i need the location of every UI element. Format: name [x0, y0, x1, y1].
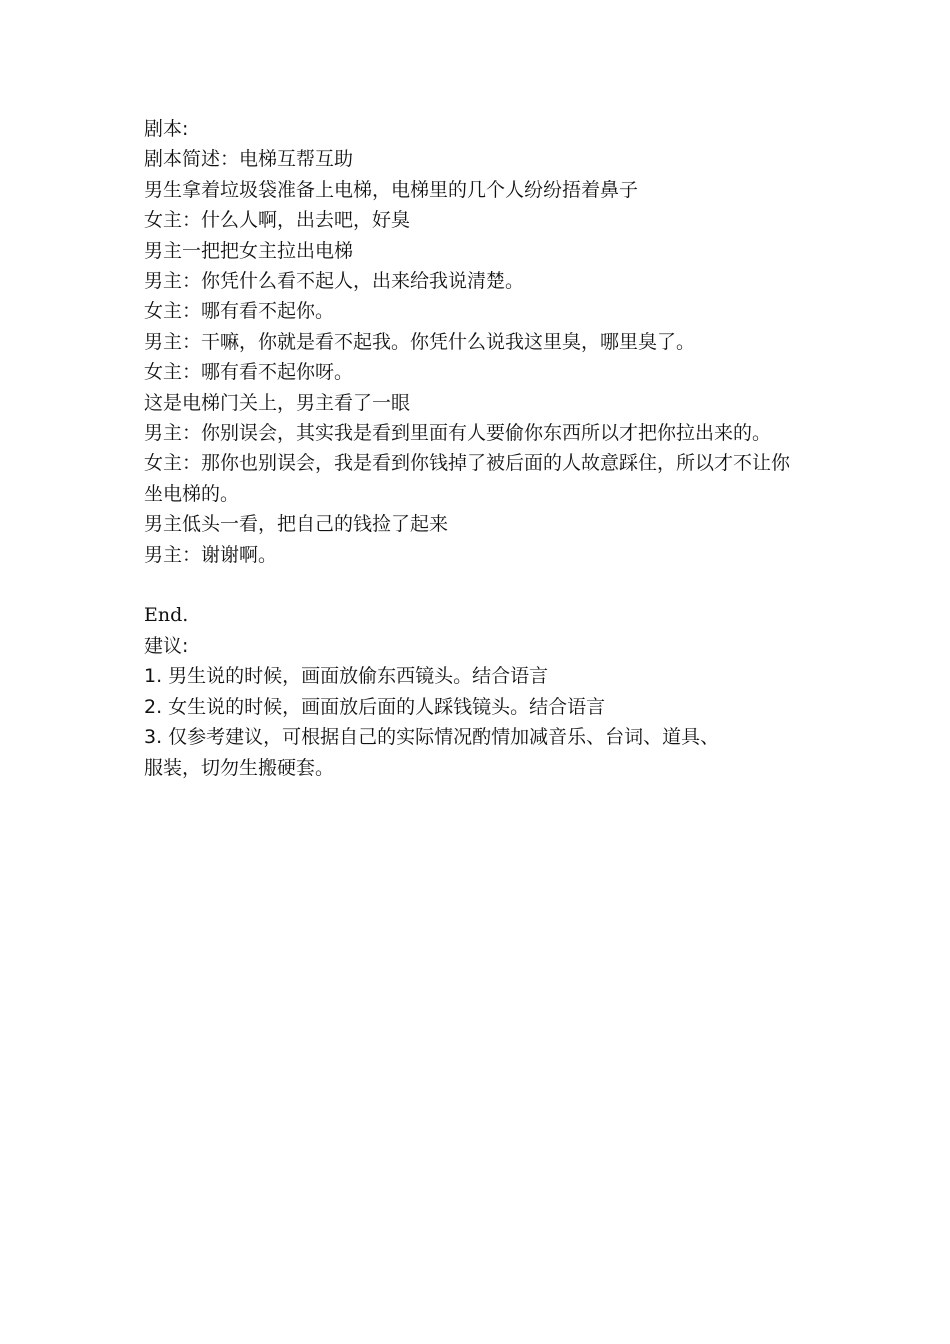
- blank-line: [144, 570, 794, 600]
- script-line: 男主：干嘛，你就是看不起我。你凭什么说我这里臭，哪里臭了。: [144, 330, 696, 353]
- script-line: 男生拿着垃圾袋准备上电梯，电梯里的几个人纷纷捂着鼻子: [144, 178, 639, 201]
- script-line: 女主：哪有看不起你。: [144, 300, 335, 323]
- suggestions-heading: 建议:: [144, 634, 189, 657]
- script-heading: 剧本:: [144, 118, 189, 140]
- document-page: [144, 114, 794, 783]
- script-line: 女主：什么人啊，出去吧，好臭: [144, 209, 411, 232]
- script-line: 男主低头一看，把自己的钱捡了起来: [144, 513, 449, 536]
- script-line: 男主一把把女主拉出电梯: [144, 239, 354, 262]
- script-line: 男主：你凭什么看不起人，出来给我说清楚。: [144, 270, 525, 293]
- script-line: 这是电梯门关上，男主看了一眼: [144, 391, 411, 414]
- script-line: 女主：那你也别误会，我是看到你钱掉了被后面的人故意踩住，所以才不让你坐电梯的。: [144, 452, 791, 505]
- script-line: 女主：哪有看不起你呀。: [144, 361, 354, 384]
- suggestion-item: 2. 女生说的时候，画面放后面的人踩钱镜头。结合语言: [144, 695, 606, 718]
- end-marker: End.: [144, 604, 189, 627]
- suggestion-item: 3. 仅参考建议，可根据自己的实际情况酌情加减音乐、台词、道具、服装，切勿生搬硬套。: [144, 726, 720, 779]
- script-line: 男主：谢谢啊。: [144, 543, 278, 566]
- script-summary: 剧本简述：电梯互帮互助: [144, 148, 354, 171]
- script-line: 男主：你别误会，其实我是看到里面有人要偷你东西所以才把你拉出来的。: [144, 422, 772, 445]
- suggestion-item: 1. 男生说的时候，画面放偷东西镜头。结合语言: [144, 665, 549, 688]
